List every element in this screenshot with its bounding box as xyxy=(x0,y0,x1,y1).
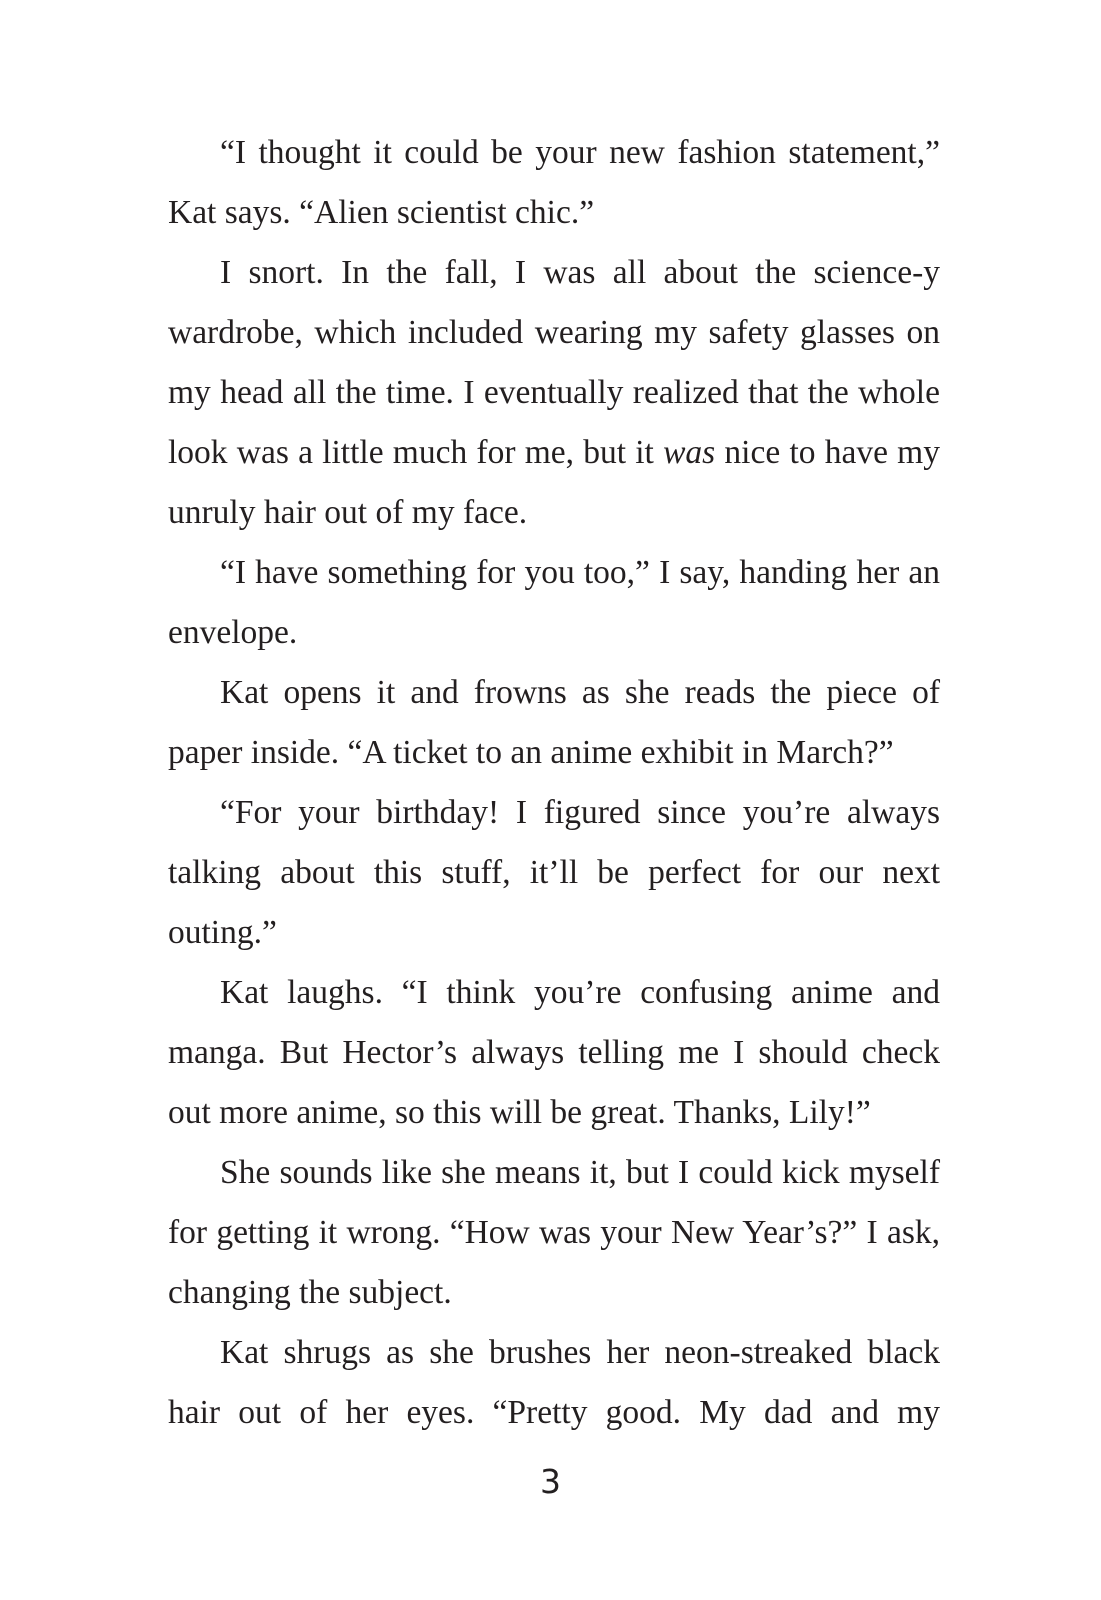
italic-text: was xyxy=(663,434,716,471)
paragraph xyxy=(168,1143,940,1323)
text-segment: Kat opens it and frowns as she reads the piece of paper inside. “A ticket to an anime exhibit in March?” xyxy=(168,674,940,771)
text-segment: “I thought it could be your new fashion statement,” Kat says. “Alien scientist chic.” xyxy=(168,134,940,231)
text-segment: nice to have my unruly hair out of my face. xyxy=(168,434,940,531)
text-segment: Kat shrugs as she brushes her neon-streaked black hair out of her eyes. “Pretty good. My dad and my xyxy=(168,1334,940,1431)
paragraph xyxy=(168,783,940,963)
paragraph xyxy=(168,543,940,663)
text-segment: “I have something for you too,” I say, handing her an envelope. xyxy=(168,554,940,651)
text-segment: I snort. In the fall, I was all about the science-y wardrobe, which included wearing my safety glasses on my head all the time. I eventually realized that the whole look was a little much for me, but it xyxy=(168,254,940,471)
paragraph xyxy=(168,663,940,783)
text-segment: “For your birthday! I figured since you’re always talking about this stuff, it’ll be perfect for our next outing.” xyxy=(168,794,940,951)
text-segment: She sounds like she means it, but I could kick myself for getting it wrong. “How was your New Year’s?” I ask, changing the subject. xyxy=(168,1154,940,1311)
body-text xyxy=(168,123,940,1443)
paragraph xyxy=(168,123,940,243)
paragraph xyxy=(168,963,940,1143)
page-number: 3 xyxy=(540,1462,561,1501)
text-segment: Kat laughs. “I think you’re confusing anime and manga. But Hector’s always telling me I should check out more anime, so this will be great. Thanks, Lily!” xyxy=(168,974,940,1131)
paragraph xyxy=(168,1323,940,1443)
paragraph xyxy=(168,243,940,543)
